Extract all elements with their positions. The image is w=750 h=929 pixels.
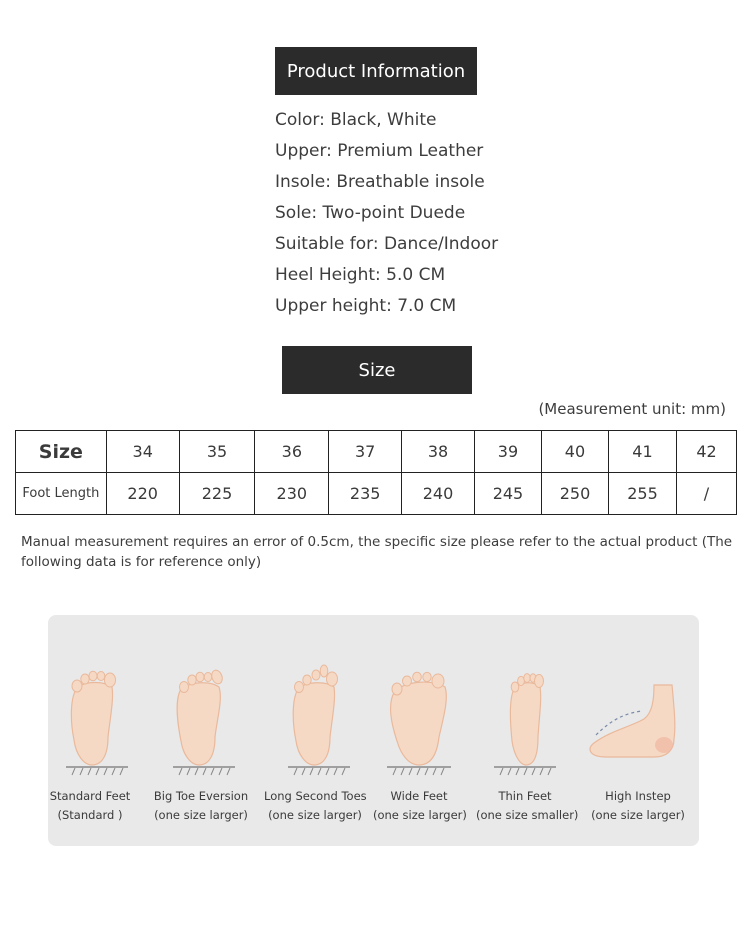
info-heel-height: Heel Height: 5.0 CM [275,265,446,285]
foot-types-panel [48,615,699,846]
info-upper: Upper: Premium Leather [275,141,484,161]
size-cell: 42 [676,431,736,473]
size-cell: 38 [402,431,475,473]
info-insole: Insole: Breathable insole [275,172,485,192]
size-cell: 39 [474,431,541,473]
product-information-title: Product Information [286,60,466,82]
foot-type-caption [373,787,465,825]
size-header [282,346,472,394]
standard-foot-icon [48,615,132,785]
wide-foot-icon [373,615,465,785]
foot-length-cell: 240 [402,473,475,515]
foot-type-name: Thin Feet [498,789,552,803]
foot-length-cell: 255 [608,473,676,515]
measurement-disclaimer: Manual measurement requires an error of 0.5cm, the specific size please refer to the actual product (The following data is for reference only) [21,534,733,570]
foot-type-caption [264,787,366,825]
high-instep-foot-icon [582,615,694,785]
foot-type-caption [476,787,579,825]
measurement-unit-note: (Measurement unit: mm) [538,400,726,418]
size-row [16,431,737,473]
foot-length-row [16,473,737,515]
size-cell: 34 [106,431,179,473]
foot-type-name: Long Second Toes [264,789,367,803]
size-table [15,430,737,515]
foot-type-high-instep [582,615,694,846]
foot-length-cell: 245 [474,473,541,515]
foot-type-caption [153,787,249,825]
foot-length-row-label: Foot Length [16,473,107,515]
foot-type-name: Wide Feet [390,789,448,803]
foot-type-wide-feet [373,615,465,846]
info-upper-height: Upper height: 7.0 CM [275,296,457,316]
size-cell: 35 [179,431,255,473]
foot-length-cell: 225 [179,473,255,515]
foot-type-name: Standard Feet [49,789,131,803]
foot-type-caption [582,787,694,825]
foot-type-caption [48,787,132,825]
foot-length-cell: 250 [541,473,608,515]
product-info-list [275,105,498,322]
info-sole: Sole: Two-point Duede [275,203,466,223]
size-cell: 41 [608,431,676,473]
foot-length-cell: 235 [329,473,402,515]
info-color: Color: Black, White [275,110,437,130]
size-row-label: Size [16,431,107,473]
foot-type-advice: (one size larger) [154,808,248,822]
info-suitable-for: Suitable for: Dance/Indoor [275,234,499,254]
size-cell: 36 [255,431,329,473]
big-toe-eversion-foot-icon [153,615,249,785]
foot-type-advice: (one size larger) [268,808,362,822]
product-information-header [275,47,477,95]
foot-type-name: Big Toe Eversion [153,789,249,803]
foot-length-cell: / [676,473,736,515]
foot-length-cell: 230 [255,473,329,515]
size-cell: 40 [541,431,608,473]
foot-length-cell: 220 [106,473,179,515]
foot-type-advice: (one size larger) [591,808,685,822]
thin-foot-icon [476,615,574,785]
foot-type-big-toe-eversion [153,615,249,846]
foot-type-standard [48,615,132,846]
long-second-toe-foot-icon [264,615,366,785]
foot-type-advice: (Standard ) [57,808,123,822]
foot-type-advice: (one size larger) [373,808,467,822]
foot-type-name: High Instep [605,789,671,803]
size-title: Size [358,359,396,381]
foot-type-long-second-toes [264,615,366,846]
size-cell: 37 [329,431,402,473]
foot-type-advice: (one size smaller) [476,808,579,822]
foot-type-thin-feet [476,615,579,846]
